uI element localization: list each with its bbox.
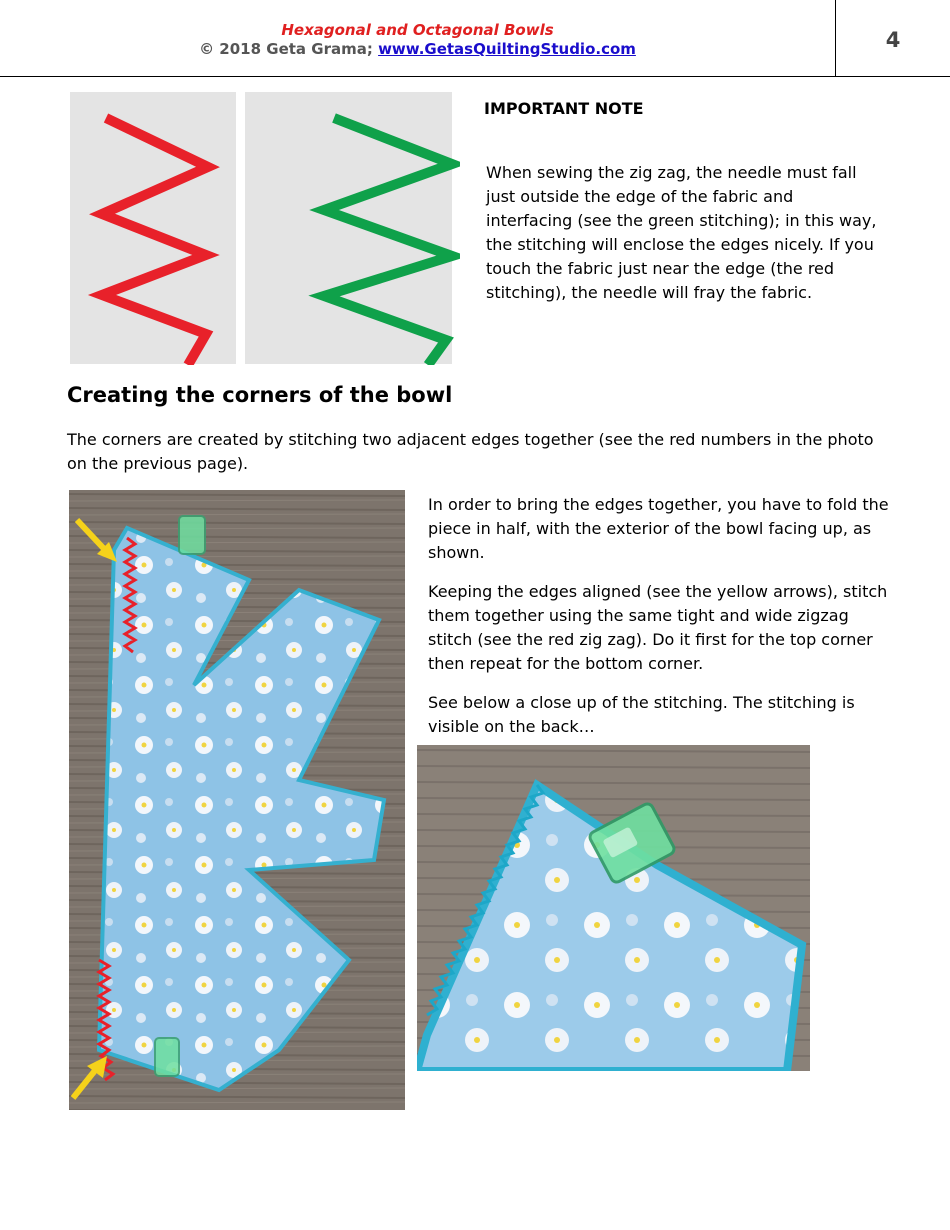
stitching-closeup-photo — [417, 745, 810, 1071]
clip-top — [179, 516, 205, 554]
paragraph-fold: In order to bring the edges together, you have to fold the piece in half, with the exterior of the bowl facing up, as shown. — [428, 495, 889, 562]
copyright-text: © 2018 Geta Grama; — [199, 40, 379, 58]
section-intro: The corners are created by stitching two adjacent edges together (see the red numbers in the photo on the previous page). — [67, 430, 874, 473]
folded-piece-photo — [69, 490, 405, 1110]
website-link[interactable]: www.GetasQuiltingStudio.com — [378, 40, 636, 58]
paragraph-closeup: See below a close up of the stitching. The stitching is visible on the back… — [428, 693, 855, 736]
clip-bottom — [155, 1038, 179, 1076]
paragraph-stitch: Keeping the edges aligned (see the yellow arrows), stitch them together using the same tight and wide zigzag stitch (see the red zig zag). Do it first for the top corner then repeat for the bottom corner. — [428, 582, 888, 673]
page-number: 4 — [885, 28, 901, 52]
important-note-text: When sewing the zig zag, the needle must fall just outside the edge of the fabric and interfacing (see the green stitching); in this way, the stitching will enclose the edges nicely. If you touch the fabric just near the edge (the red stitching), the needle will fray the fabric. — [486, 163, 877, 302]
document-title: Hexagonal and Octagonal Bowls — [281, 21, 554, 39]
important-note-heading: IMPORTANT NOTE — [484, 99, 644, 118]
copyright-line — [0, 40, 835, 58]
page-header — [0, 0, 950, 77]
zigzag-comparison-image — [68, 90, 460, 365]
section-heading: Creating the corners of the bowl — [67, 383, 453, 407]
